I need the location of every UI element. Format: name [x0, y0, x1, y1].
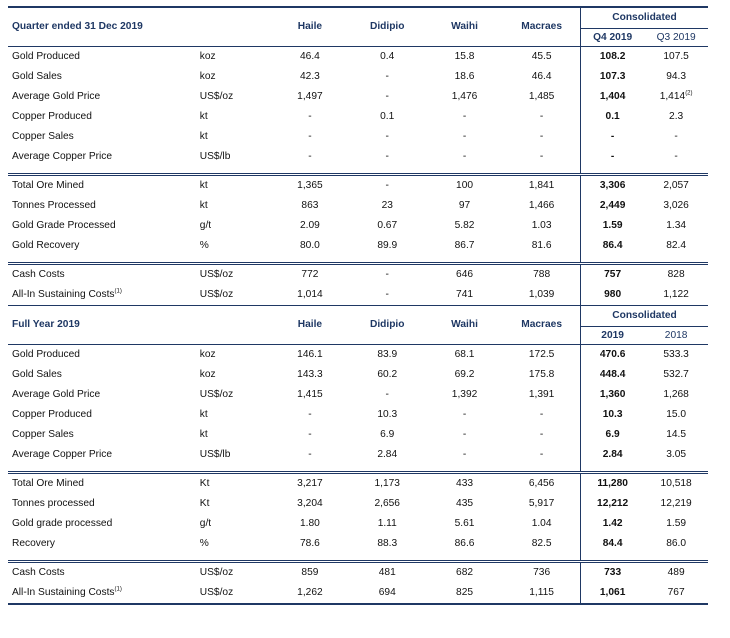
cell-consolidated-prior	[644, 514, 708, 534]
cell-macraes: 1,115	[503, 583, 580, 604]
cell-haile: -	[308, 111, 312, 122]
row-label-text: Gold Recovery	[12, 240, 80, 251]
cell-consolidated-prior	[644, 175, 708, 197]
table-row	[8, 534, 708, 554]
cell-consolidated-prior	[644, 67, 708, 87]
cell-consolidated-prior-value: 3,026	[663, 200, 689, 211]
cell-consolidated-current: 84.4	[581, 534, 645, 554]
cell-consolidated-prior	[644, 473, 708, 495]
year-header-row	[8, 306, 708, 327]
footnote-marker: (1)	[114, 288, 122, 295]
row-label	[8, 445, 190, 465]
cell-consolidated-prior	[644, 127, 708, 147]
footnote-marker: (2)	[685, 90, 693, 97]
cell-consolidated-prior	[644, 425, 708, 445]
cell-consolidated-prior	[644, 494, 708, 514]
cell-consolidated-prior	[644, 216, 708, 236]
cell-consolidated-prior-value: 86.0	[666, 538, 687, 549]
cell-consolidated-prior	[644, 196, 708, 216]
row-label	[8, 47, 190, 68]
cell-didipio: -	[349, 175, 426, 197]
cell-consolidated-current: 107.3	[581, 67, 645, 87]
cell-consolidated-prior-value: 14.5	[666, 429, 687, 440]
table-row	[8, 345, 708, 366]
cell-haile: 1,014	[297, 289, 323, 300]
cell-haile: 42.3	[300, 71, 320, 82]
cell-macraes: -	[539, 409, 544, 420]
cell-haile: 46.4	[271, 47, 348, 68]
cell-consolidated-current: 1,404	[581, 87, 645, 107]
cell-consolidated-prior-value: 1,268	[663, 389, 689, 400]
cell-waihi: 5.61	[454, 518, 475, 529]
cell-waihi: 433	[426, 473, 503, 495]
cell-haile: -	[308, 131, 312, 142]
row-unit: US$/oz	[190, 264, 271, 286]
cell-didipio: -	[385, 151, 389, 162]
row-label	[8, 494, 190, 514]
cell-consolidated-prior	[644, 87, 708, 107]
cell-macraes: 788	[503, 264, 580, 286]
row-label	[8, 236, 190, 256]
table-row	[8, 445, 708, 465]
row-label-text: Gold Grade Processed	[12, 220, 116, 231]
cell-macraes: -	[539, 429, 544, 440]
row-unit: kt	[190, 175, 271, 197]
row-unit: US$/lb	[199, 151, 231, 162]
table-row	[8, 196, 708, 216]
cell-haile: 1.80	[300, 518, 320, 529]
cell-consolidated-current: -	[581, 147, 645, 167]
cell-haile: -	[308, 449, 312, 460]
row-label	[8, 264, 190, 286]
cell-consolidated-prior-value: 107.5	[663, 51, 689, 62]
cell-consolidated-prior	[644, 534, 708, 554]
row-label-text: Cash Costs	[12, 269, 65, 280]
table-row	[8, 67, 708, 87]
row-unit: %	[199, 240, 209, 251]
cell-haile: 1,415	[297, 389, 323, 400]
cell-waihi: 86.7	[454, 240, 475, 251]
cell-waihi: 18.6	[454, 71, 475, 82]
quarter-col-didipio: Didipio	[349, 7, 426, 47]
cell-consolidated-current: 1,360	[581, 385, 645, 405]
cell-consolidated-prior-value: 12,219	[660, 498, 692, 509]
row-label-text: Average Gold Price	[12, 389, 101, 400]
cell-didipio: 23	[381, 200, 393, 211]
row-label	[8, 175, 190, 197]
cell-consolidated-prior	[644, 345, 708, 366]
table-row	[8, 107, 708, 127]
cell-consolidated-current: 1.59	[581, 216, 645, 236]
row-label	[8, 87, 190, 107]
cell-consolidated-prior-value: -	[674, 131, 678, 142]
cell-macraes: -	[539, 151, 544, 162]
cell-waihi: 435	[456, 498, 474, 509]
cell-didipio: 88.3	[377, 538, 398, 549]
cell-haile: -	[308, 429, 312, 440]
row-label	[8, 67, 190, 87]
cell-consolidated-prior-value: 1,414	[659, 91, 686, 102]
row-unit: g/t	[199, 518, 212, 529]
cell-didipio: 1.11	[377, 518, 397, 529]
year-col-macraes: Macraes	[503, 306, 580, 345]
operating-results-sheet	[8, 6, 708, 605]
cell-waihi: 69.2	[454, 369, 475, 380]
cell-consolidated-prior-value: 828	[667, 269, 685, 280]
cell-consolidated-prior-value: 94.3	[666, 71, 687, 82]
table-row	[8, 127, 708, 147]
cell-consolidated-prior-value: 767	[667, 587, 685, 598]
cell-waihi: -	[462, 151, 467, 162]
cell-consolidated-prior	[644, 445, 708, 465]
cell-macraes: -	[539, 131, 544, 142]
table-row	[8, 87, 708, 107]
cell-consolidated-prior-value: 15.0	[666, 409, 687, 420]
cell-consolidated-current: 1,061	[581, 583, 645, 604]
cell-haile: -	[308, 409, 312, 420]
row-label-text: Average Copper Price	[12, 151, 113, 162]
cell-macraes: -	[539, 449, 544, 460]
row-label	[8, 405, 190, 425]
row-label	[8, 107, 190, 127]
cell-haile: 80.0	[300, 240, 320, 251]
row-label-text: Tonnes processed	[12, 498, 95, 509]
cell-consolidated-current: 0.1	[581, 107, 645, 127]
table-row	[8, 583, 708, 604]
row-label	[8, 473, 190, 495]
cell-didipio: 10.3	[377, 409, 398, 420]
row-label-text: Gold Produced	[12, 349, 80, 360]
cell-macraes: 81.6	[531, 240, 552, 251]
year-title: Full Year 2019	[8, 306, 271, 345]
cell-consolidated-prior	[644, 147, 708, 167]
section-separator	[8, 554, 708, 562]
cell-waihi: 825	[426, 583, 503, 604]
row-unit: US$/oz	[199, 289, 234, 300]
cell-didipio: -	[385, 91, 389, 102]
cell-consolidated-prior-value: 489	[667, 567, 685, 578]
year-col-waihi: Waihi	[426, 306, 503, 345]
row-label-text: Recovery	[12, 538, 56, 549]
table-row	[8, 147, 708, 167]
cell-consolidated-prior	[644, 107, 708, 127]
cell-waihi: -	[462, 111, 467, 122]
cell-consolidated-prior-value: 10,518	[660, 478, 692, 489]
quarter-title: Quarter ended 31 Dec 2019	[8, 7, 271, 47]
cell-waihi: 15.8	[426, 47, 503, 68]
section-separator	[8, 167, 708, 175]
row-label-text: Gold grade processed	[12, 518, 113, 529]
cell-waihi: 1,476	[451, 91, 478, 102]
row-label	[8, 285, 190, 306]
cell-consolidated-prior-value: 1.34	[666, 220, 687, 231]
cell-macraes: -	[539, 111, 544, 122]
quarter-period-prior: Q3 2019	[656, 32, 696, 43]
row-unit: g/t	[199, 220, 212, 231]
cell-macraes: 46.4	[531, 71, 552, 82]
cell-waihi: -	[462, 429, 467, 440]
row-label	[8, 562, 190, 584]
cell-didipio: 0.1	[380, 111, 395, 122]
cell-macraes: 1,485	[528, 91, 555, 102]
cell-didipio: -	[349, 264, 426, 286]
row-label	[8, 216, 190, 236]
cell-haile: 863	[301, 200, 319, 211]
table-row	[8, 236, 708, 256]
cell-consolidated-prior-value: -	[674, 151, 678, 162]
table-row	[8, 562, 708, 584]
cell-didipio: -	[385, 289, 389, 300]
cell-macraes: 45.5	[503, 47, 580, 68]
section-separator	[8, 256, 708, 264]
cell-macraes: 175.8	[528, 369, 555, 380]
cell-waihi: 1,392	[451, 389, 478, 400]
cell-waihi: -	[462, 131, 467, 142]
table-row	[8, 285, 708, 306]
cell-macraes: 1.04	[531, 518, 552, 529]
cell-consolidated-prior-value: 82.4	[666, 240, 687, 251]
cell-consolidated-current: 2,449	[581, 196, 645, 216]
year-period-current: 2019	[581, 327, 645, 345]
cell-macraes: 6,456	[503, 473, 580, 495]
cell-waihi: 97	[458, 200, 471, 211]
cell-consolidated-prior	[644, 264, 708, 286]
row-label-text: Tonnes Processed	[12, 200, 96, 211]
row-label-text: Cash Costs	[12, 567, 65, 578]
row-label-text: Gold Produced	[12, 51, 80, 62]
cell-consolidated-current: 12,212	[581, 494, 645, 514]
cell-consolidated-current: 470.6	[581, 345, 645, 366]
cell-didipio: 481	[349, 562, 426, 584]
row-label	[8, 147, 190, 167]
cell-didipio: 0.67	[377, 220, 398, 231]
cell-consolidated-current: 1.42	[581, 514, 645, 534]
row-unit: koz	[190, 345, 271, 366]
footnote-marker: (1)	[114, 586, 122, 593]
row-label-text: All-In Sustaining Costs	[12, 587, 115, 598]
row-label-text: All-In Sustaining Costs	[12, 289, 115, 300]
table-row	[8, 494, 708, 514]
row-label-text: Copper Produced	[12, 111, 92, 122]
cell-waihi: 100	[426, 175, 503, 197]
cell-waihi: 68.1	[426, 345, 503, 366]
table-row	[8, 47, 708, 68]
row-unit: Kt	[199, 498, 210, 509]
cell-didipio: -	[385, 389, 389, 400]
cell-haile: 1,365	[271, 175, 348, 197]
cell-consolidated-prior-value: 1.59	[666, 518, 687, 529]
cell-waihi: -	[462, 449, 467, 460]
cell-consolidated-current: 448.4	[581, 365, 645, 385]
row-label	[8, 385, 190, 405]
row-unit: kt	[199, 131, 208, 142]
cell-consolidated-prior-value: 2.3	[669, 111, 684, 122]
row-label	[8, 127, 190, 147]
cell-consolidated-current: 3,306	[581, 175, 645, 197]
cell-consolidated-current: 733	[581, 562, 645, 584]
cell-consolidated-prior-value: 532.7	[663, 369, 689, 380]
year-consolidated-header: Consolidated	[581, 306, 708, 327]
cell-consolidated-prior	[644, 236, 708, 256]
cell-consolidated-prior-value: 533.3	[663, 349, 689, 360]
cell-didipio: 60.2	[377, 369, 398, 380]
row-label-text: Copper Sales	[12, 131, 74, 142]
cell-macraes: 82.5	[531, 538, 552, 549]
cell-haile: 3,217	[271, 473, 348, 495]
cell-consolidated-current: 108.2	[581, 47, 645, 68]
cell-consolidated-current: 757	[581, 264, 645, 286]
row-unit: kt	[199, 111, 208, 122]
cell-macraes: 5,917	[528, 498, 555, 509]
year-col-didipio: Didipio	[349, 306, 426, 345]
cell-haile: 3,204	[297, 498, 323, 509]
row-label	[8, 365, 190, 385]
row-unit: kt	[199, 429, 208, 440]
cell-consolidated-current: 6.9	[581, 425, 645, 445]
cell-haile: -	[308, 151, 312, 162]
cell-consolidated-current: 980	[581, 285, 645, 306]
cell-consolidated-current: -	[581, 127, 645, 147]
cell-macraes: 1.03	[531, 220, 552, 231]
cell-consolidated-prior	[644, 562, 708, 584]
row-label-text: Copper Sales	[12, 429, 74, 440]
quarter-consolidated-header: Consolidated	[581, 7, 708, 29]
row-label-text: Gold Sales	[12, 369, 62, 380]
cell-consolidated-prior	[644, 365, 708, 385]
cell-didipio: -	[385, 131, 389, 142]
row-unit: %	[199, 538, 209, 549]
table-row	[8, 264, 708, 286]
year-period-prior: 2018	[664, 330, 688, 341]
cell-didipio: 89.9	[377, 240, 398, 251]
table-row	[8, 385, 708, 405]
table-row	[8, 514, 708, 534]
section-separator	[8, 465, 708, 473]
table-row	[8, 175, 708, 197]
cell-haile: 1,497	[297, 91, 323, 102]
row-unit: kt	[199, 200, 208, 211]
row-unit: US$/oz	[199, 91, 234, 102]
cell-haile: 2.09	[300, 220, 320, 231]
quarter-period-current: Q4 2019	[581, 29, 645, 47]
row-unit: US$/lb	[199, 449, 231, 460]
cell-consolidated-current: 2.84	[581, 445, 645, 465]
cell-haile: 1,262	[271, 583, 348, 604]
table-row	[8, 473, 708, 495]
cell-consolidated-current: 10.3	[581, 405, 645, 425]
year-col-haile: Haile	[271, 306, 348, 345]
row-unit: koz	[190, 47, 271, 68]
cell-consolidated-current: 86.4	[581, 236, 645, 256]
row-unit: US$/oz	[199, 389, 234, 400]
quarter-header-row	[8, 7, 708, 29]
row-unit: kt	[199, 409, 208, 420]
cell-waihi: 741	[456, 289, 474, 300]
quarter-col-haile: Haile	[271, 7, 348, 47]
operating-results-table	[8, 6, 708, 605]
cell-consolidated-prior-value: 2,057	[663, 180, 689, 191]
cell-macraes: 1,039	[528, 289, 555, 300]
row-label-text: Total Ore Mined	[12, 180, 84, 191]
quarter-col-macraes: Macraes	[503, 7, 580, 47]
row-label-text: Copper Produced	[12, 409, 92, 420]
cell-consolidated-current: 11,280	[581, 473, 645, 495]
cell-waihi: -	[462, 409, 467, 420]
cell-didipio: 2.84	[377, 449, 398, 460]
cell-didipio: 694	[349, 583, 426, 604]
row-label-text: Gold Sales	[12, 71, 62, 82]
cell-consolidated-prior	[644, 47, 708, 68]
quarter-col-waihi: Waihi	[426, 7, 503, 47]
cell-haile: 146.1	[271, 345, 348, 366]
row-label	[8, 345, 190, 366]
row-label	[8, 425, 190, 445]
table-row	[8, 405, 708, 425]
row-unit: US$/oz	[190, 562, 271, 584]
row-label-text: Average Gold Price	[12, 91, 101, 102]
cell-didipio: 1,173	[349, 473, 426, 495]
cell-macraes: 1,391	[528, 389, 555, 400]
row-label	[8, 534, 190, 554]
cell-consolidated-prior-value: 3.05	[666, 449, 687, 460]
cell-macraes: 1,841	[503, 175, 580, 197]
row-label-text: Average Copper Price	[12, 449, 113, 460]
row-label	[8, 514, 190, 534]
cell-consolidated-prior	[644, 405, 708, 425]
cell-didipio: 2,656	[374, 498, 400, 509]
cell-didipio: 83.9	[349, 345, 426, 366]
cell-haile: 78.6	[300, 538, 320, 549]
cell-consolidated-prior	[644, 285, 708, 306]
cell-haile: 859	[271, 562, 348, 584]
cell-waihi: 682	[426, 562, 503, 584]
table-row	[8, 425, 708, 445]
cell-didipio: 6.9	[380, 429, 395, 440]
cell-haile: 143.3	[297, 369, 323, 380]
cell-waihi: 5.82	[454, 220, 475, 231]
row-label-text: Total Ore Mined	[12, 478, 84, 489]
cell-didipio: 0.4	[349, 47, 426, 68]
row-unit: koz	[199, 71, 216, 82]
cell-didipio: -	[385, 71, 389, 82]
row-unit: Kt	[190, 473, 271, 495]
cell-consolidated-prior	[644, 385, 708, 405]
cell-haile: 772	[271, 264, 348, 286]
cell-waihi: 86.6	[454, 538, 475, 549]
table-row	[8, 365, 708, 385]
cell-waihi: 646	[426, 264, 503, 286]
row-label	[8, 583, 190, 604]
cell-consolidated-prior	[644, 583, 708, 604]
row-unit: US$/oz	[190, 583, 271, 604]
row-unit: koz	[199, 369, 216, 380]
cell-macraes: 1,466	[528, 200, 555, 211]
table-row	[8, 216, 708, 236]
cell-macraes: 736	[503, 562, 580, 584]
cell-consolidated-prior-value: 1,122	[663, 289, 689, 300]
cell-macraes: 172.5	[503, 345, 580, 366]
row-label	[8, 196, 190, 216]
